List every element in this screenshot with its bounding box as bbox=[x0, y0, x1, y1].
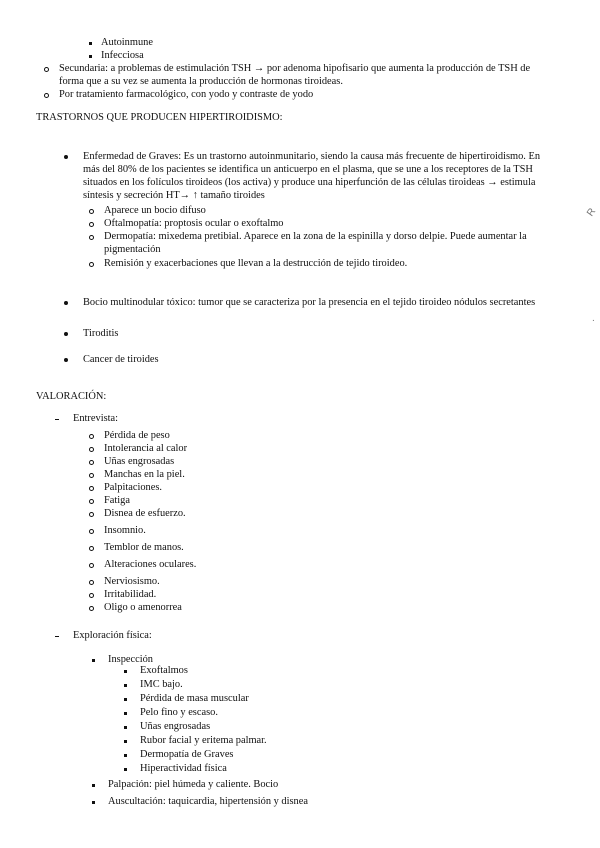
list-item: Uñas engrosadas bbox=[140, 721, 211, 732]
subsection-label: Exploración física: bbox=[73, 630, 152, 641]
list-item: Auscultación: taquicardia, hipertensión y disnea bbox=[108, 796, 308, 807]
paragraph-line: síntesis y secreción HT→ ↑ tamaño tiroides bbox=[83, 190, 265, 201]
bullet-square bbox=[124, 698, 127, 701]
bullet-square bbox=[124, 768, 127, 771]
list-item: Temblor de manos. bbox=[104, 542, 184, 553]
bullet-circle bbox=[89, 546, 94, 551]
paragraph-line: situados en los folículos tiroideos (los activa) y produce una hiperfunción de las células tiroideas → estimula bbox=[83, 177, 536, 188]
list-item: Insomnio. bbox=[104, 525, 146, 536]
bullet-circle bbox=[44, 67, 49, 72]
bullet-dot bbox=[64, 358, 68, 362]
list-item: Pérdida de peso bbox=[104, 430, 170, 441]
bullet-circle bbox=[89, 529, 94, 534]
bullet-square bbox=[124, 754, 127, 757]
section-heading: VALORACIÓN: bbox=[36, 391, 107, 402]
list-item: Oftalmopatía: proptosis ocular o exoftalmo bbox=[104, 218, 284, 229]
list-item: Palpitaciones. bbox=[104, 482, 163, 493]
list-item: Pelo fino y escaso. bbox=[140, 707, 218, 718]
list-item: Bocio multinodular tóxico: tumor que se caracteriza por la presencia en el tejido tiroideo nódulos secretantes bbox=[83, 297, 536, 308]
bullet-circle bbox=[89, 209, 94, 214]
list-item: Palpación: piel húmeda y caliente. Bocio bbox=[108, 779, 279, 790]
list-item: Alteraciones oculares. bbox=[104, 559, 197, 570]
list-item: Hiperactividad física bbox=[140, 763, 227, 774]
section-heading: TRASTORNOS QUE PRODUCEN HIPERTIROIDISMO: bbox=[36, 112, 283, 123]
list-item: Rubor facial y eritema palmar. bbox=[140, 735, 267, 746]
bullet-circle bbox=[89, 235, 94, 240]
bullet-square bbox=[92, 659, 95, 662]
bullet-circle bbox=[89, 222, 94, 227]
bullet-square bbox=[124, 740, 127, 743]
bullet-circle bbox=[44, 93, 49, 98]
bullet-dot bbox=[64, 332, 68, 336]
list-item: Oligo o amenorrea bbox=[104, 602, 182, 613]
list-item: Cancer de tiroides bbox=[83, 354, 159, 365]
bullet-square bbox=[92, 801, 95, 804]
list-item-continuation: pigmentación bbox=[104, 244, 161, 255]
bullet-circle bbox=[89, 460, 94, 465]
paragraph-line: Enfermedad de Graves: Es un trastorno autoinmunitario, siendo la causa más frecuente de hipertiroidismo. En bbox=[83, 151, 541, 162]
list-item: Uñas engrosadas bbox=[104, 456, 175, 467]
bullet-circle bbox=[89, 606, 94, 611]
list-item: Exoftalmos bbox=[140, 665, 188, 676]
list-item: Inspección bbox=[108, 654, 154, 665]
paragraph-line: más del 80% de los pacientes se identifica un anticuerpo en el plasma, que se une a los receptores de la TSH bbox=[83, 164, 533, 175]
list-item: Pérdida de masa muscular bbox=[140, 693, 249, 704]
list-item: Irritabilidad. bbox=[104, 589, 157, 600]
bullet-circle bbox=[89, 434, 94, 439]
bullet-dot bbox=[64, 155, 68, 159]
bullet-circle bbox=[89, 486, 94, 491]
paragraph-line: Secundaria: a problemas de estimulación TSH → por adenoma hipofisario que aumenta la producción de TSH de bbox=[59, 63, 531, 74]
list-item: Dermopatía de Graves bbox=[140, 749, 234, 760]
margin-watermark-dot: . bbox=[592, 313, 595, 324]
bullet-square bbox=[89, 55, 92, 58]
subsection-label: Entrevista: bbox=[73, 413, 119, 424]
bullet-dash bbox=[55, 636, 59, 637]
bullet-circle bbox=[89, 499, 94, 504]
list-item: Aparece un bocio difuso bbox=[104, 205, 206, 216]
bullet-square bbox=[124, 684, 127, 687]
list-item: Disnea de esfuerzo. bbox=[104, 508, 186, 519]
list-item: IMC bajo. bbox=[140, 679, 183, 690]
bullet-square bbox=[92, 784, 95, 787]
list-item: Dermopatía: mixedema pretibial. Aparece en la zona de la espinilla y dorso delpie. Puede aumentar la bbox=[104, 231, 527, 242]
bullet-circle bbox=[89, 563, 94, 568]
bullet-dash bbox=[55, 419, 59, 420]
bullet-circle bbox=[89, 580, 94, 585]
list-item: Manchas en la piel. bbox=[104, 469, 185, 480]
bullet-circle bbox=[89, 593, 94, 598]
list-item: Fatiga bbox=[104, 495, 130, 506]
list-item: Nerviosismo. bbox=[104, 576, 160, 587]
list-item: Infecciosa bbox=[101, 50, 144, 61]
list-item: Intolerancia al calor bbox=[104, 443, 188, 454]
bullet-square bbox=[89, 42, 92, 45]
list-item: Remisión y exacerbaciones que llevan a la destrucción de tejido tiroideo. bbox=[104, 258, 408, 269]
bullet-square bbox=[124, 670, 127, 673]
margin-watermark-fragment: R bbox=[585, 206, 599, 219]
bullet-circle bbox=[89, 447, 94, 452]
bullet-dot bbox=[64, 301, 68, 305]
list-item: Autoinmune bbox=[101, 37, 153, 48]
bullet-circle bbox=[89, 473, 94, 478]
bullet-circle bbox=[89, 262, 94, 267]
list-item: Tiroditis bbox=[83, 328, 119, 339]
paragraph-line: forma que a su vez se aumenta la producción de hormonas tiroideas. bbox=[59, 76, 343, 87]
bullet-circle bbox=[89, 512, 94, 517]
bullet-square bbox=[124, 726, 127, 729]
list-item: Por tratamiento farmacológico, con yodo y contraste de yodo bbox=[59, 89, 314, 100]
bullet-square bbox=[124, 712, 127, 715]
